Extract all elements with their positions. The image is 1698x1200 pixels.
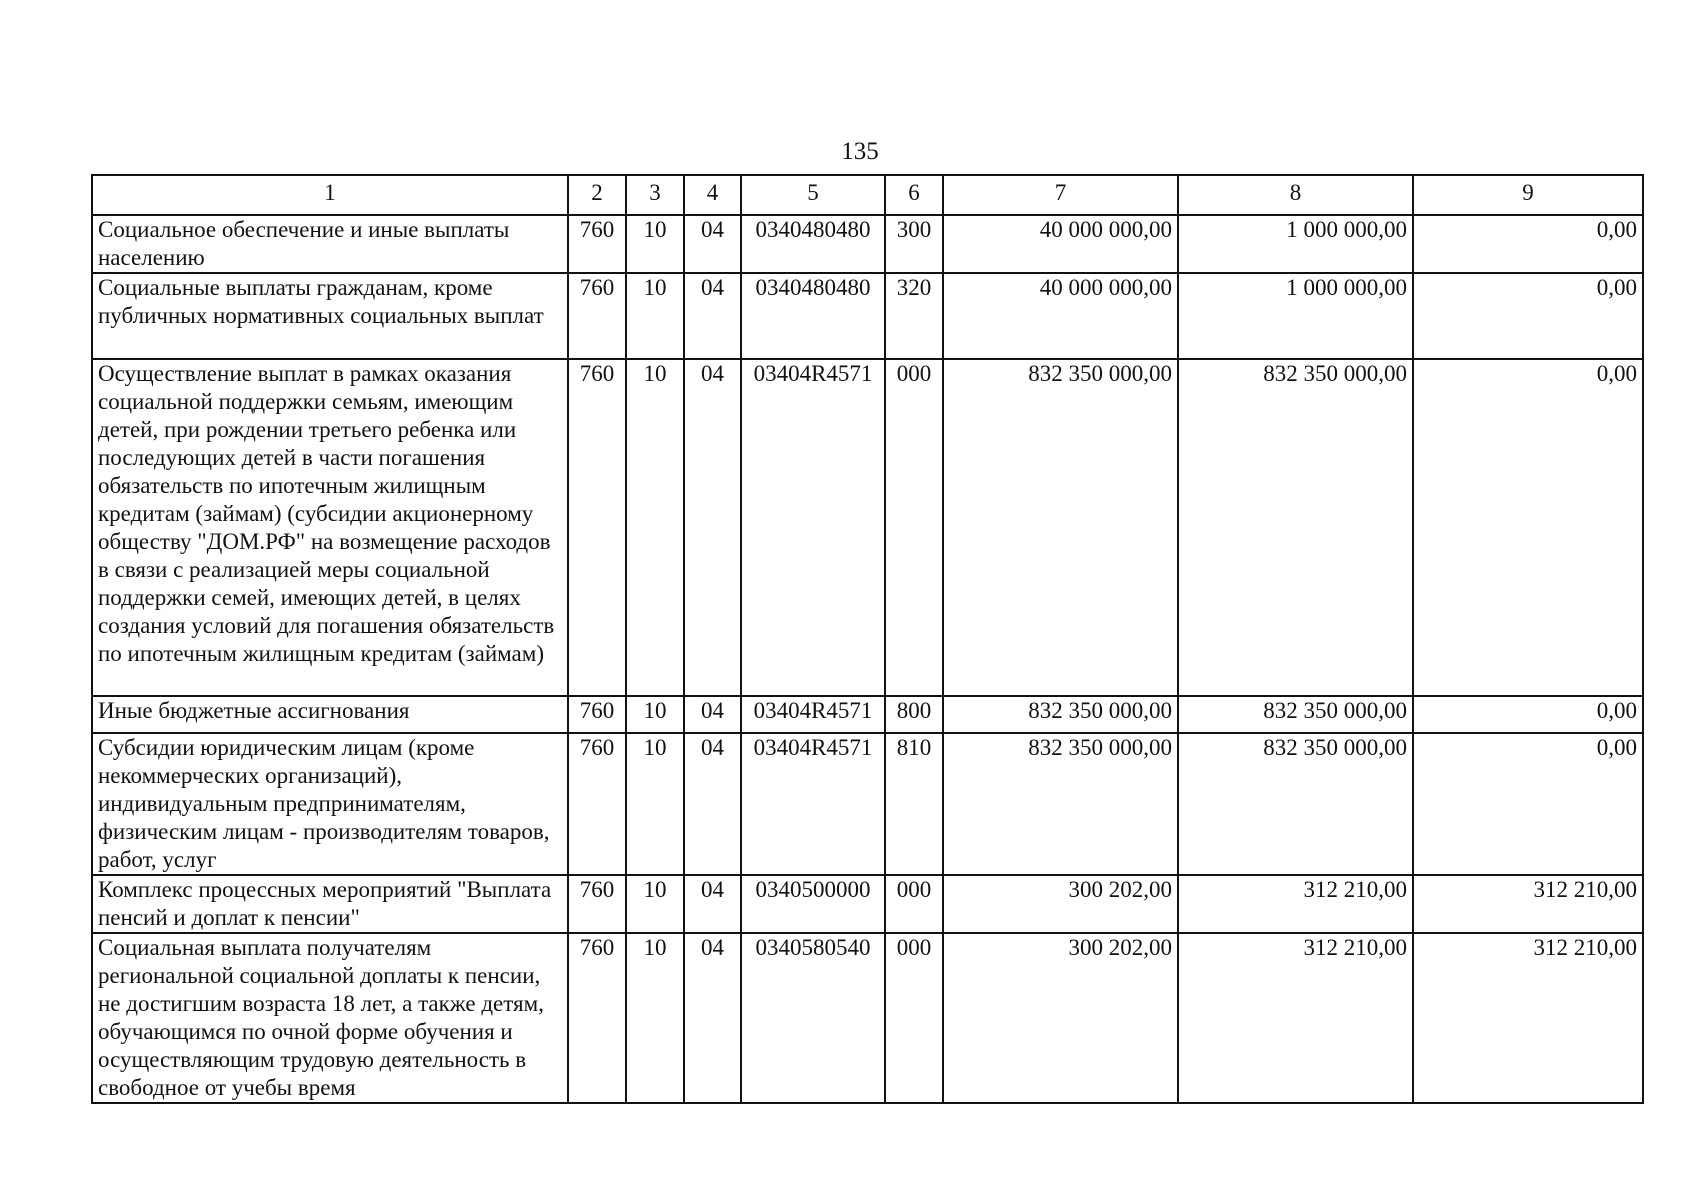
- row-amount-9: 0,00: [1413, 359, 1643, 696]
- row-code-4: 04: [684, 215, 741, 273]
- row-code-5: 03404R4571: [741, 696, 885, 733]
- row-code-2: 760: [568, 359, 626, 696]
- row-amount-9: 0,00: [1413, 273, 1643, 359]
- row-code-6: 300: [885, 215, 943, 273]
- row-amount-8: 832 350 000,00: [1178, 359, 1413, 696]
- table-row: [92, 273, 1643, 359]
- row-amount-9: 312 210,00: [1413, 933, 1643, 1103]
- column-header-9: 9: [1413, 175, 1643, 215]
- row-code-4: 04: [684, 696, 741, 733]
- table-row: [92, 933, 1643, 1103]
- row-amount-7: 300 202,00: [943, 875, 1178, 933]
- row-amount-8: 832 350 000,00: [1178, 733, 1413, 875]
- row-amount-8: 1 000 000,00: [1178, 215, 1413, 273]
- column-header-2: 2: [568, 175, 626, 215]
- page-number: 135: [841, 138, 879, 165]
- column-header-4: 4: [684, 175, 741, 215]
- row-code-4: 04: [684, 273, 741, 359]
- table-row: [92, 696, 1643, 733]
- row-amount-7: 832 350 000,00: [943, 696, 1178, 733]
- row-code-3: 10: [626, 733, 684, 875]
- row-amount-8: 312 210,00: [1178, 933, 1413, 1103]
- table-row: [92, 359, 1643, 696]
- header-row: [92, 175, 1643, 215]
- row-name: Иные бюджетные ассигнования: [92, 696, 568, 733]
- budget-table: [91, 174, 1644, 1104]
- column-header-7: 7: [943, 175, 1178, 215]
- row-name: Социальное обеспечение и иные выплаты населению: [92, 215, 568, 273]
- row-code-4: 04: [684, 933, 741, 1103]
- row-code-3: 10: [626, 215, 684, 273]
- column-header-3: 3: [626, 175, 684, 215]
- row-amount-7: 300 202,00: [943, 933, 1178, 1103]
- row-code-5: 0340500000: [741, 875, 885, 933]
- row-code-5: 03404R4571: [741, 733, 885, 875]
- row-name: Осуществление выплат в рамках оказания социальной поддержки семьям, имеющим детей, при рождении третьего ребенка или последующих детей в части погашения обязательств по ипотечным жилищным кредитам (займам) (субсидии акционерному обществу "ДОМ.РФ" на возмещение расходов в связи с реализацией меры социальной поддержки семей, имеющих детей, в целях создания условий для погашения обязательств по ипотечным жилищным кредитам (займам): [92, 359, 568, 696]
- row-code-3: 10: [626, 359, 684, 696]
- row-amount-8: 832 350 000,00: [1178, 696, 1413, 733]
- row-code-2: 760: [568, 215, 626, 273]
- row-code-6: 000: [885, 933, 943, 1103]
- row-code-2: 760: [568, 696, 626, 733]
- row-code-3: 10: [626, 273, 684, 359]
- row-code-3: 10: [626, 933, 684, 1103]
- row-amount-9: 0,00: [1413, 733, 1643, 875]
- row-code-5: 0340480480: [741, 273, 885, 359]
- table-row: [92, 215, 1643, 273]
- row-code-6: 800: [885, 696, 943, 733]
- row-code-6: 000: [885, 875, 943, 933]
- row-amount-7: 832 350 000,00: [943, 359, 1178, 696]
- row-amount-7: 40 000 000,00: [943, 215, 1178, 273]
- column-header-6: 6: [885, 175, 943, 215]
- row-code-2: 760: [568, 273, 626, 359]
- row-code-5: 0340580540: [741, 933, 885, 1103]
- row-code-6: 320: [885, 273, 943, 359]
- row-name: Комплекс процессных мероприятий "Выплата пенсий и доплат к пенсии": [92, 875, 568, 933]
- row-amount-8: 312 210,00: [1178, 875, 1413, 933]
- row-code-4: 04: [684, 359, 741, 696]
- row-code-3: 10: [626, 875, 684, 933]
- row-amount-8: 1 000 000,00: [1178, 273, 1413, 359]
- row-name: Социальная выплата получателям региональной социальной доплаты к пенсии, не достигшим возраста 18 лет, а также детям, обучающимся по очной форме обучения и осуществляющим трудовую деятельность в свободное от учебы время: [92, 933, 568, 1103]
- row-code-2: 760: [568, 875, 626, 933]
- row-code-4: 04: [684, 733, 741, 875]
- row-code-4: 04: [684, 875, 741, 933]
- row-amount-9: 0,00: [1413, 696, 1643, 733]
- row-code-3: 10: [626, 696, 684, 733]
- row-code-6: 000: [885, 359, 943, 696]
- row-amount-9: 312 210,00: [1413, 875, 1643, 933]
- row-amount-9: 0,00: [1413, 215, 1643, 273]
- row-name: Социальные выплаты гражданам, кроме публичных нормативных социальных выплат: [92, 273, 568, 359]
- column-header-8: 8: [1178, 175, 1413, 215]
- column-header-1: 1: [92, 175, 568, 215]
- row-code-6: 810: [885, 733, 943, 875]
- row-name: Субсидии юридическим лицам (кроме некоммерческих организаций), индивидуальным предпринимателям, физическим лицам - производителям товаров, работ, услуг: [92, 733, 568, 875]
- row-code-5: 03404R4571: [741, 359, 885, 696]
- row-amount-7: 832 350 000,00: [943, 733, 1178, 875]
- row-amount-7: 40 000 000,00: [943, 273, 1178, 359]
- row-code-5: 0340480480: [741, 215, 885, 273]
- column-header-5: 5: [741, 175, 885, 215]
- row-code-2: 760: [568, 733, 626, 875]
- table-row: [92, 733, 1643, 875]
- row-code-2: 760: [568, 933, 626, 1103]
- table-row: [92, 875, 1643, 933]
